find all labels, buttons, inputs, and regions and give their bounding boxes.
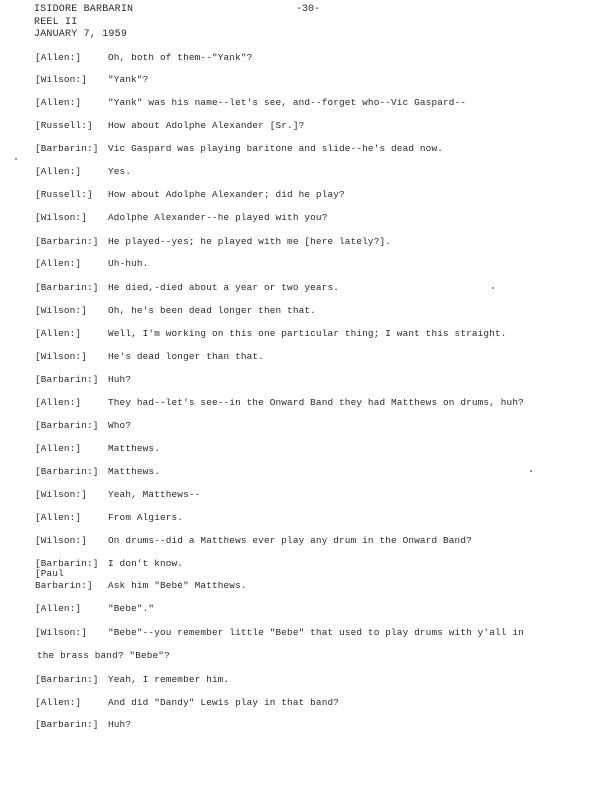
dialogue-text: And did "Dandy" Lewis play in that band? xyxy=(108,697,340,708)
speaker-label: [Allen:] xyxy=(35,97,82,108)
speaker-label: [Barbarin:] xyxy=(35,558,99,569)
dialogue-text: "Bebe"--you remember little "Bebe" that used to play drums with y'all in xyxy=(108,627,524,638)
speaker-label: [Allen:] xyxy=(35,52,82,63)
speaker-label: [Wilson:] xyxy=(35,489,87,500)
speaker-label: [Allen:] xyxy=(35,603,82,614)
scan-speck xyxy=(492,287,494,289)
scan-speck xyxy=(530,470,532,472)
dialogue-text: Yes. xyxy=(108,166,132,177)
speaker-label: [Allen:] xyxy=(35,697,82,708)
speaker-label: [Russell:] xyxy=(35,120,93,131)
speaker-label: [Barbarin:] xyxy=(35,143,99,154)
dialogue-text: Huh? xyxy=(108,374,132,385)
speaker-label: [Wilson:] xyxy=(35,305,87,316)
speaker-label: [Wilson:] xyxy=(35,351,87,362)
speaker-label: [Barbarin:] xyxy=(35,282,99,293)
speaker-label: [Wilson:] xyxy=(35,212,87,223)
dialogue-text: They had--let's see--in the Onward Band they had Matthews on drums, huh? xyxy=(108,397,524,408)
page-number: -30- xyxy=(296,4,321,15)
dialogue-text: Well, I'm working on this one particular thing; I want this straight. xyxy=(108,328,507,339)
dialogue-text: He played--yes; he played with me [here lately?]. xyxy=(108,236,392,247)
header-name: ISIDORE BARBARIN xyxy=(34,4,134,15)
speaker-label: [Allen:] xyxy=(35,443,82,454)
speaker-label: [Allen:] xyxy=(35,512,82,523)
speaker-label: [Barbarin:] xyxy=(35,719,99,730)
speaker-label: [Allen:] xyxy=(35,258,82,269)
speaker-label: [Barbarin:] xyxy=(35,674,99,685)
speaker-label: [Barbarin:] xyxy=(35,236,99,247)
speaker-label: [Wilson:] xyxy=(35,627,87,638)
speaker-label: [Paul xyxy=(35,568,64,579)
speaker-label: [Russell:] xyxy=(35,189,93,200)
scan-speck xyxy=(15,158,17,160)
dialogue-text: Adolphe Alexander--he played with you? xyxy=(108,212,328,223)
header-reel: REEL II xyxy=(34,16,78,28)
speaker-label: [Wilson:] xyxy=(35,535,87,546)
dialogue-text: How about Adolphe Alexander; did he play? xyxy=(108,189,345,200)
dialogue-text: Oh, both of them--"Yank"? xyxy=(108,52,253,63)
dialogue-text: Ask him "Bebé" Matthews. xyxy=(108,580,247,591)
dialogue-text: "Yank" was his name--let's see, and--forget who--Vic Gaspard-- xyxy=(108,97,467,108)
dialogue-text: Who? xyxy=(108,420,132,431)
speaker-label: [Allen:] xyxy=(35,397,82,408)
speaker-label: [Allen:] xyxy=(35,328,82,339)
dialogue-text: Uh-huh. xyxy=(108,258,149,269)
dialogue-text: Yeah, I remember him. xyxy=(108,674,230,685)
dialogue-text: Yeah, Matthews-- xyxy=(108,489,201,500)
dialogue-text: Vic Gaspard was playing baritone and slide--he's dead now. xyxy=(108,143,444,154)
dialogue-text: Matthews. xyxy=(108,443,160,454)
dialogue-text: On drums--did a Matthews ever play any drum in the Onward Band? xyxy=(108,535,472,546)
dialogue-text: Huh? xyxy=(108,719,132,730)
speaker-label: [Barbarin:] xyxy=(35,466,99,477)
dialogue-text: He's dead longer than that. xyxy=(108,351,264,362)
speaker-label: [Wilson:] xyxy=(35,74,87,85)
speaker-label: [Allen:] xyxy=(35,166,82,177)
header-date: JANUARY 7, 1959 xyxy=(34,29,128,40)
dialogue-text: I don't know. xyxy=(108,558,184,569)
dialogue-text: "Bebe"." xyxy=(108,603,155,614)
speaker-label: [Barbarin:] xyxy=(35,374,99,385)
speaker-label: Barbarin:] xyxy=(35,580,93,591)
dialogue-text: "Yank"? xyxy=(108,74,149,85)
dialogue-text: Matthews. xyxy=(108,466,160,477)
dialogue-text: From Algiers. xyxy=(108,512,184,523)
dialogue-text: How about Adolphe Alexander [Sr.]? xyxy=(108,120,305,131)
dialogue-continuation: the brass band? "Bebe"? xyxy=(37,650,170,661)
dialogue-text: He died,-died about a year or two years. xyxy=(108,282,340,293)
speaker-label: [Barbarin:] xyxy=(35,420,99,431)
dialogue-text: Oh, he's been dead longer then that. xyxy=(108,305,316,316)
